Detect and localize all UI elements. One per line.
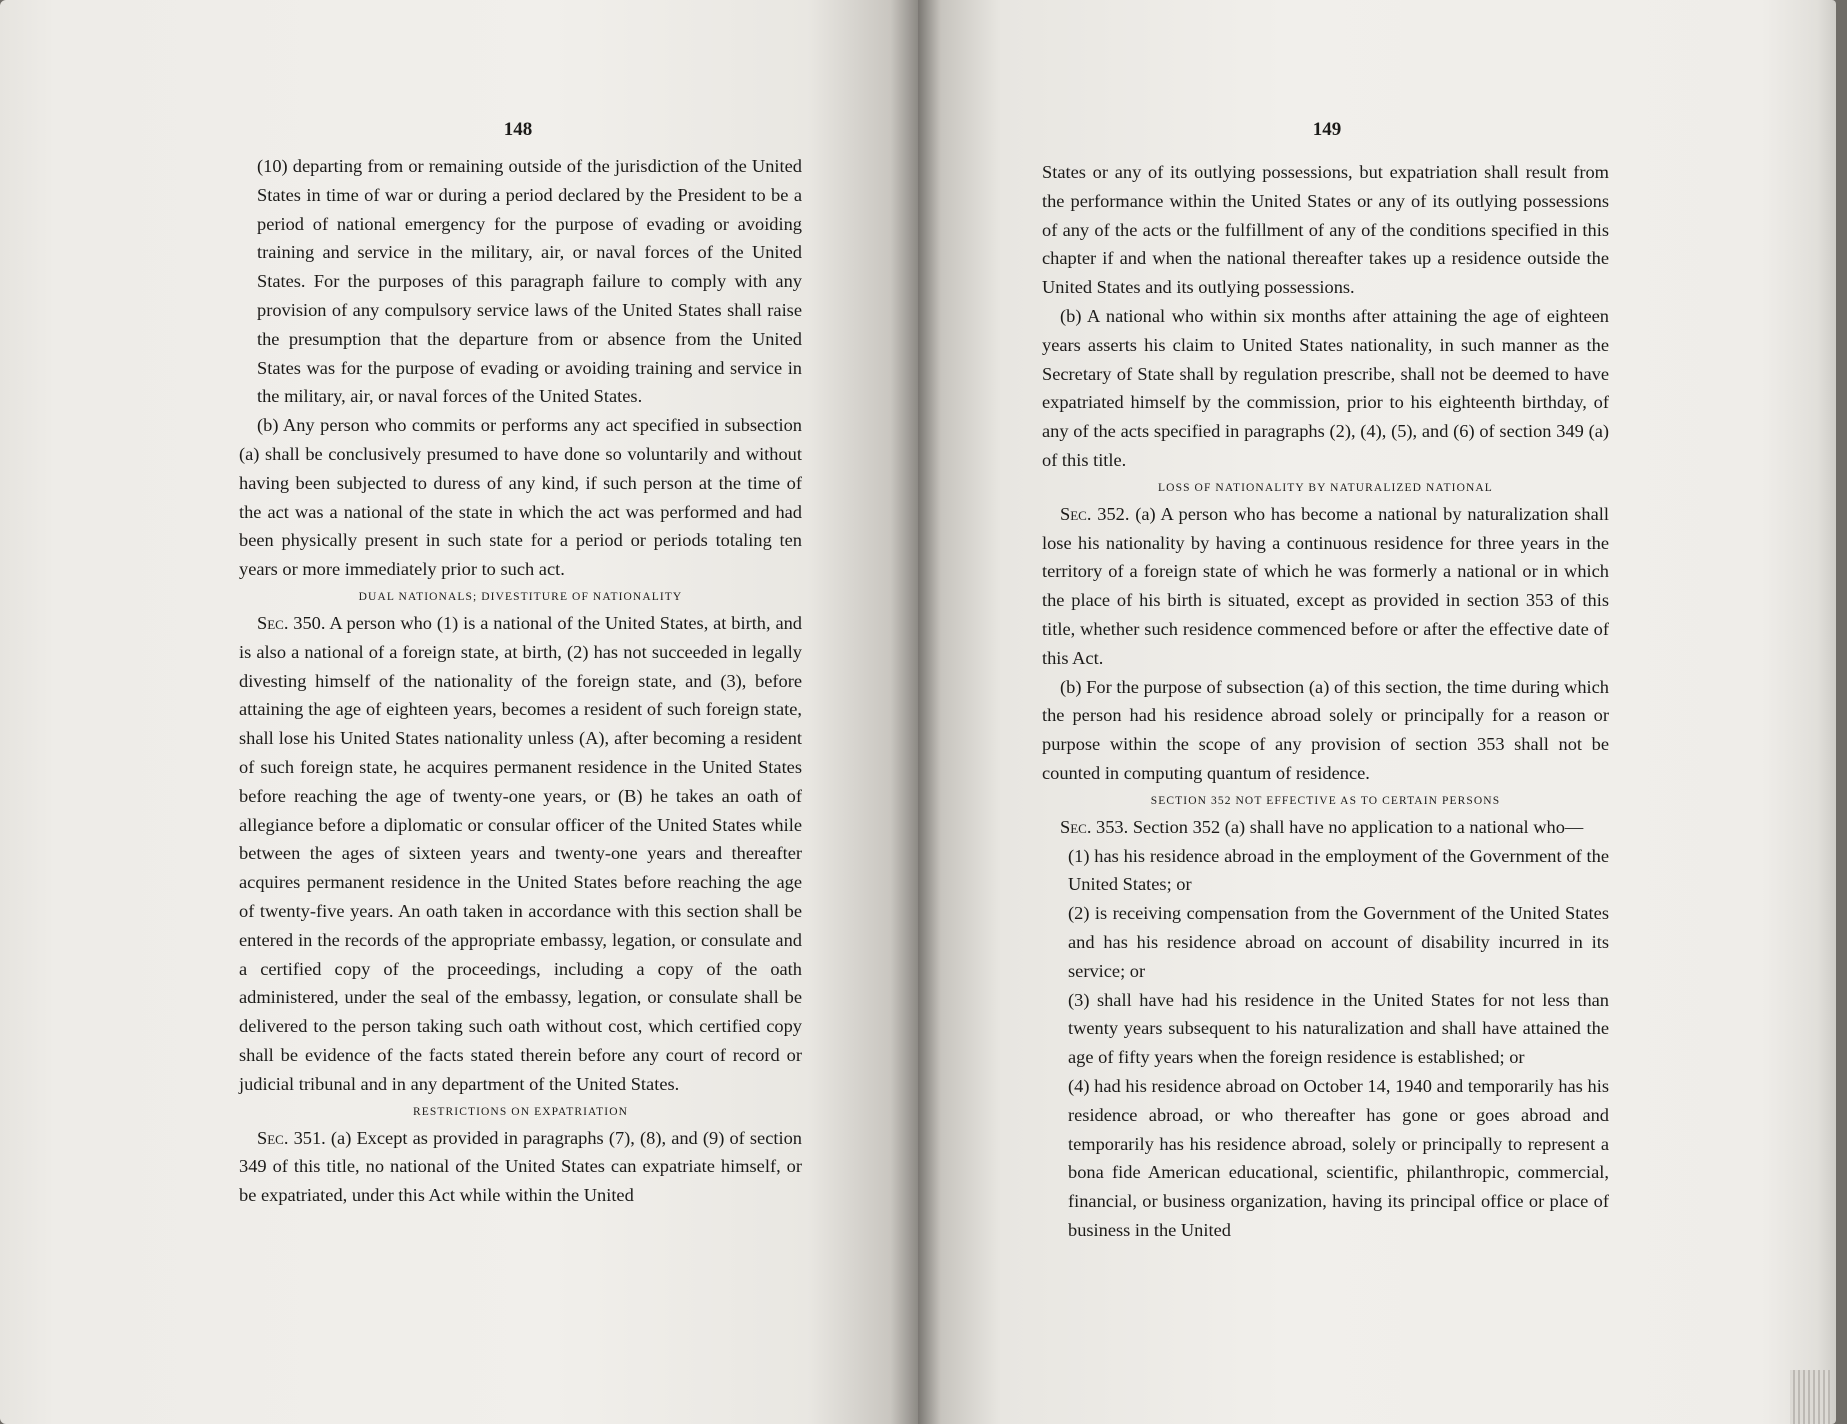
section-351 xyxy=(239,1124,802,1210)
section-352 xyxy=(1042,500,1609,673)
section-351-text: (a) Except as provided in paragraphs (7), (8), and (9) of section 349 of this title, no national of the United States can expatriate himself, or be expatriated, under this Act while within the United xyxy=(239,1127,802,1206)
section-353 xyxy=(1042,813,1609,842)
heading-section-353: SECTION 352 NOT EFFECTIVE AS TO CERTAIN PERSONS xyxy=(1150,794,1501,807)
list-item-3: (3) shall have had his residence in the United States for not less than twenty years subsequent to his naturalization and shall have attained the age of fifty years when the foreign residence is established; or xyxy=(1068,989,1609,1068)
section-352-text: (a) A person who has become a national by naturalization shall lose his nationality by having a continuous residence for three years in the territory of a foreign state of which he was formerly a national or in which the place of his birth is situated, except as provided in section 353 of this title, whether such residence commenced before or after the effective date of this Act. xyxy=(1042,503,1610,668)
page-number-left: 148 xyxy=(503,119,533,140)
section-351-label: Sec. 351. xyxy=(257,1127,326,1148)
page-number-right: 149 xyxy=(1312,119,1342,140)
section-353-label: Sec. 353. xyxy=(1060,816,1129,837)
section-350 xyxy=(239,609,802,1099)
section-352-label: Sec. 352. xyxy=(1060,503,1130,524)
page-edges xyxy=(1790,1370,1830,1424)
paragraph-10: (10) departing from or remaining outside of the jurisdiction of the United States in time of war or during a period declared by the President to be a period of national emergency for the purpose of evading or avoiding training and service in the military, air, or naval forces of the United States. For the purposes of this paragraph failure to comply with any provision of any compulsory service laws of the United States shall raise the presumption that the departure from or absence from the United States was for the purpose of evading or avoiding training and service in the military, air, or naval forces of the United States. xyxy=(257,156,802,407)
section-350-text: A person who (1) is a national of the United States, at birth, and is also a national of a foreign state, at birth, (2) has not succeeded in legally divesting himself of the nationality of the foreign state, and (3), before attaining the age of eighteen years, becomes a resident of such foreign state, shall lose his United States nationality unless (A), after becoming a resident of such foreign state, he acquires permanent residence in the United States before reaching the age of twenty-one years, or (B) he takes an oath of allegiance before a diplomatic or consular officer of the United States while between the ages of sixteen years and twenty-one years and thereafter acquires permanent residence in the United States before reaching the age of twenty-five years. An oath taken in accordance with this section shall be entered in the records of the appropriate embassy, legation, or consulate and a certified copy of the proceedings, including a copy of the oath administered, under the seal of the embassy, legation, or consulate shall be delivered to the person taking such oath without cost, which certified copy shall be evidence of the facts stated therein before any court of record or judicial tribunal and in any department of the United States. xyxy=(239,612,803,1094)
left-page-text xyxy=(239,152,802,1210)
left-page xyxy=(0,0,918,1424)
heading-section-350: DUAL NATIONALS; DIVESTITURE OF NATIONALITY xyxy=(358,590,683,603)
section-350-label: Sec. 350. xyxy=(257,612,326,633)
right-page-text xyxy=(1042,158,1609,1245)
paragraph-b: (b) Any person who commits or performs any act specified in subsection (a) shall be conclusively presumed to have done so voluntarily and without having been subjected to duress of any kind, if such person at the time of the act was a national of the state in which the act was performed and had been physically present in such state for a period or periods totaling ten years or more immediately prior to such act. xyxy=(239,415,802,580)
list-item-2: (2) is receiving compensation from the Government of the United States and has his residence abroad on account of disability incurred in its service; or xyxy=(1068,903,1609,981)
section-352-b: (b) For the purpose of subsection (a) of this section, the time during which the person had his residence abroad solely or principally for a reason or purpose within the scope of any provision of section 353 shall not be counted in computing quantum of residence. xyxy=(1042,676,1609,783)
section-353-text: Section 352 (a) shall have no application to a national who— xyxy=(1132,816,1584,837)
continuation-paragraph: States or any of its outlying possessions, but expatriation shall result from the performance within the United States or any of its outlying possessions of any of the acts or the fulfillment of any of the conditions specified in this chapter if and when the national thereafter takes up a residence outside the United States and its outlying possessions. xyxy=(1042,162,1609,298)
heading-section-352: LOSS OF NATIONALITY BY NATURALIZED NATIONAL xyxy=(1158,481,1493,494)
right-page xyxy=(918,0,1836,1424)
paragraph-b-right: (b) A national who within six months after attaining the age of eighteen years asserts his claim to United States nationality, in such manner as the Secretary of State shall by regulation prescribe, shall not be deemed to have expatriated himself by the commission, prior to his eighteenth birthday, of any of the acts specified in paragraphs (2), (4), (5), and (6) of section 349 (a) of this title. xyxy=(1042,305,1609,470)
list-item-4: (4) had his residence abroad on October 14, 1940 and temporarily has his residence abroad, or who thereafter has gone or goes abroad and temporarily has his residence abroad, solely or principally to represent a bona fide American educational, scientific, philanthropic, commercial, financial, or business organization, having its principal office or place of business in the United xyxy=(1068,1075,1609,1240)
heading-section-351: RESTRICTIONS ON EXPATRIATION xyxy=(412,1105,629,1118)
list-item-1: (1) has his residence abroad in the employment of the Government of the United States; or xyxy=(1068,845,1609,895)
